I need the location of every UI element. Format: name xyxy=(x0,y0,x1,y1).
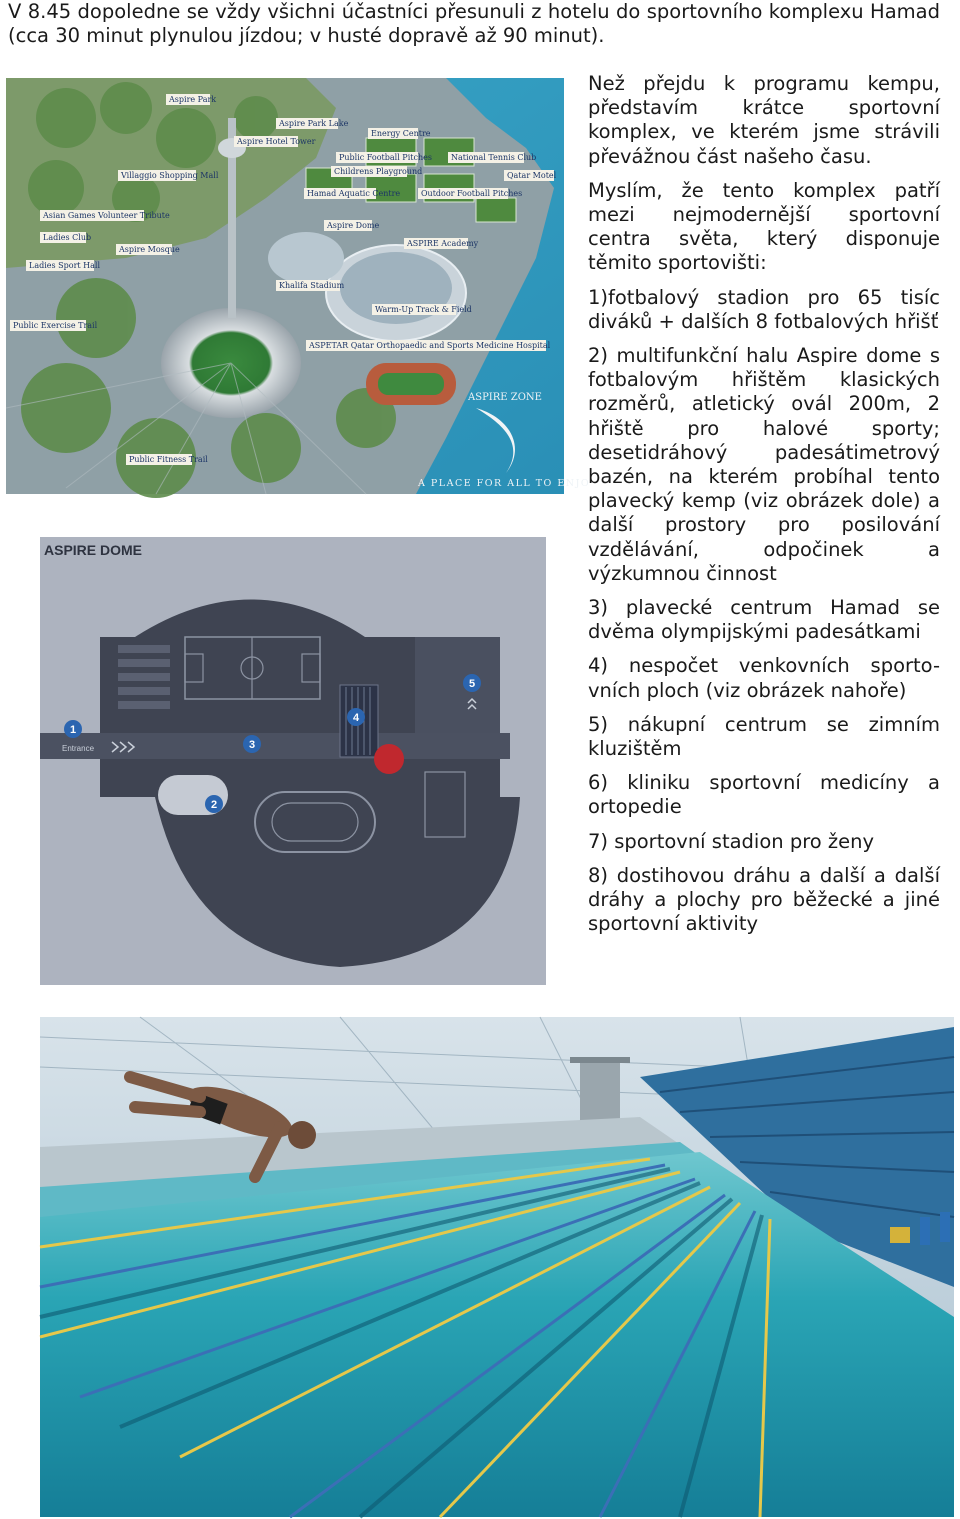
plan-marker: 2 xyxy=(210,799,218,811)
map-label: Hamad Aquatic Centre xyxy=(307,189,401,198)
map-label: ASPETAR Qatar Orthopaedic and Sports Medicine Hospital xyxy=(309,341,551,350)
logo-text: ASPIRE ZONE xyxy=(468,392,542,403)
paragraph-overview: Myslím, že tento komplex patří mezi nejmodernější sportovní centra světa, který disponuje těmito sportovišti: xyxy=(588,178,940,275)
map-label: Aspire Dome xyxy=(327,221,380,230)
pool-photo xyxy=(40,1017,954,1517)
map-label: National Tennis Club xyxy=(451,153,537,162)
plan-marker: 5 xyxy=(468,678,476,690)
map-label: Warm-Up Track & Field xyxy=(375,305,472,314)
map-label: Qatar Motel xyxy=(507,171,557,180)
map-label: Asian Games Volunteer Tribute xyxy=(43,211,170,220)
plan-marker: 1 xyxy=(69,724,77,736)
plan-marker: 4 xyxy=(352,712,360,724)
map-label: Public Exercise Trail xyxy=(13,321,98,330)
map-label: Outdoor Football Pitches xyxy=(421,189,523,198)
map-label: Ladies Club xyxy=(43,233,92,242)
list-item-outdoor-pitches: 4) nespočet venkovních sporto-vních ploch (viz obrázek nahoře) xyxy=(588,654,940,702)
map-label: Energy Centre xyxy=(371,129,431,138)
map-label: Public Football Pitches xyxy=(339,153,432,162)
aspire-dome-plan-photo xyxy=(40,537,546,985)
plan-title: ASPIRE DOME xyxy=(44,542,143,558)
map-label: ASPIRE Academy xyxy=(407,239,479,248)
list-item-clinic: 6) kliniku sportovní medicíny a ortopedie xyxy=(588,771,940,819)
map-label: Public Fitness Trail xyxy=(129,455,208,464)
map-label: Ladies Sport Hall xyxy=(29,261,101,270)
list-item-shopping-mall: 5) nákupní centrum se zimním kluzištěm xyxy=(588,712,940,761)
plan-marker: 3 xyxy=(248,739,256,751)
map-label: Childrens Playground xyxy=(334,167,423,176)
paragraph-intro: Než přejdu k programu kempu, představím krátce sportovní komplex, ve kterém jsme strávili převážnou část našeho času. xyxy=(588,72,940,168)
list-item-aspire-dome: 2) multifunkční halu Aspire dome s fotbalovým hřištěm klasických rozměrů, atletický ovál 200m, 2 hřiště pro halové sporty; desetidráhový padesátimetrový bazén, na kterém probíhal tento plavecký kemp (viz obrázek dole) a další prostory pro posilování vzdělávání, odpočinek a výzkumnou činnost xyxy=(588,344,940,585)
intro-text: V 8.45 dopoledne se vždy všichni účastníci přesunuli z hotelu do sportovního komplexu Hamad (cca 30 minut plynulou jízdou; v husté dopravě až 90 minut). xyxy=(8,0,940,47)
map-label: Aspire Mosque xyxy=(119,245,180,254)
map-label: Aspire Park Lake xyxy=(279,119,349,128)
list-item-tracks: 8) dostihovou dráhu a další a další dráhy a plochy pro běžecké a jiné sportovní aktivity xyxy=(588,863,940,936)
list-item-hamad-aquatic: 3) plavecké centrum Hamad se dvěma olympijskými padesátkami xyxy=(588,596,940,644)
map-label: Aspire Hotel Tower xyxy=(237,137,316,146)
map-label: Aspire Park xyxy=(169,95,217,104)
facility-description xyxy=(588,72,940,947)
map-label: Khalifa Stadium xyxy=(279,281,345,290)
list-item-ladies-stadium: 7) sportovní stadion pro ženy xyxy=(588,829,875,853)
entrance-label: Entrance xyxy=(62,744,95,753)
aspire-zone-map-photo xyxy=(6,78,591,494)
location-marker-icon xyxy=(374,744,404,774)
list-item-stadium: 1)fotbalový stadion pro 65 tisíc diváků + dalších 8 fotbalových hřišť xyxy=(588,285,940,333)
map-tagline: A PLACE FOR ALL TO ENJO xyxy=(418,478,591,489)
map-label: Villaggio Shopping Mall xyxy=(121,171,219,180)
